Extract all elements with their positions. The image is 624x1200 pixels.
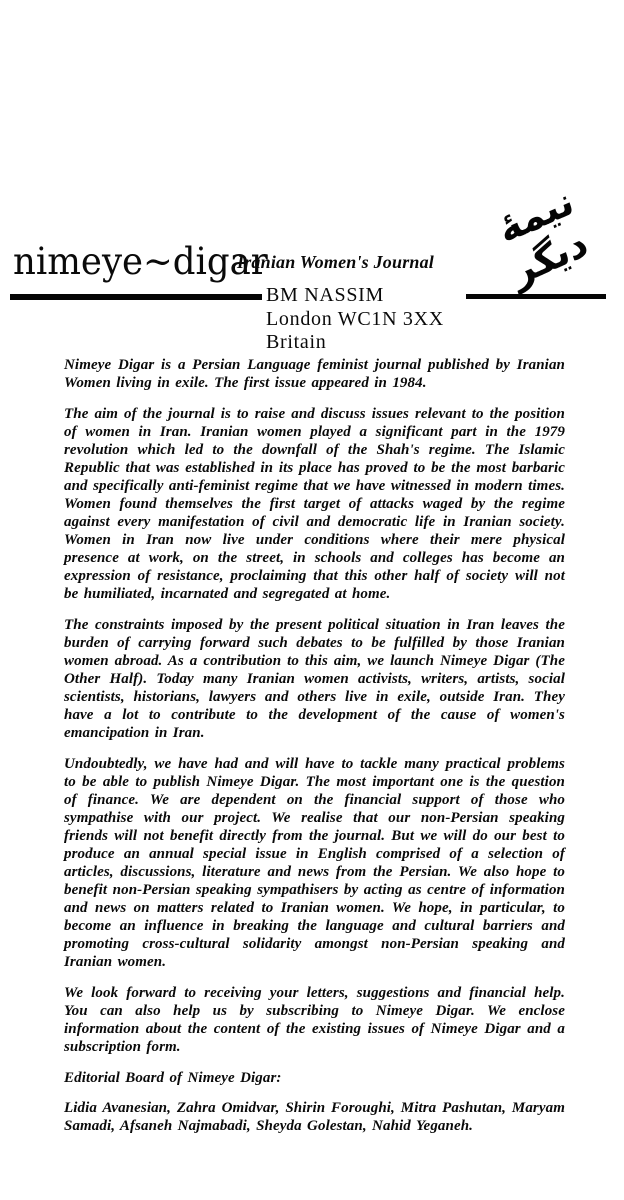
paragraph-subscription: We look forward to receiving your letters, suggestions and financial help. You can also help us by subscribing to Nimeye Digar. We enclose information about the content of the existing issues of Nimeye Digar and a subscription form. (64, 985, 565, 1055)
masthead-rule-right (466, 294, 606, 299)
journal-subtitle: Iranian Women's Journal (237, 252, 435, 272)
paragraph-aim: The aim of the journal is to raise and discuss issues relevant to the position of women in Iran. Iranian women played a significant part in the 1979 revolution which led to the downfall of the Shah's regime. The Islamic Republic that was established in its place has proved to be the most barbaric and specifically anti-feminist regime that we have witnessed in modern times. Women found themselves the first target of attacks waged by the regime against every manifestation of civil and democratic life in Iranian society. Women in Iran now live under conditions where their mere physical presence at work, on the street, in schools and colleges has become an expression of resistance, proclaiming that this other half of society will not be humiliated, incarnated and segregated at home. (64, 406, 565, 602)
masthead-rule-left (10, 294, 262, 300)
paragraph-practical-problems: Undoubtedly, we have had and will have to tackle many practical problems to be able to publish Nimeye Digar. The most important one is the question of finance. We are dependent on the financial support of those who sympathise with our project. We realise that our non-Persian speaking friends will not benefit directly from the journal. But we will do our best to produce an annual special issue in English comprised of a selection of articles, discussions, literature and news from the Persian. We also hope to benefit non-Persian speaking sympathisers by acting as centre of information and news on matters related to Iranian women. We hope, in particular, to become an influence in breaking the language and cultural barriers and promoting cross-cultural solidarity amongst non-Persian speaking and Iranian women. (64, 756, 565, 970)
address-line-org: BM NASSIM (266, 284, 384, 306)
address-block (266, 284, 444, 355)
paragraph-intro: Nimeye Digar is a Persian Language feminist journal published by Iranian Women living in exile. The first issue appeared in 1984. (64, 357, 565, 391)
persian-calligraphy-logo: نیمهٔ دیگر (493, 178, 593, 295)
address-line-city: London WC1N 3XX (266, 307, 444, 330)
paragraph-constraints: The constraints imposed by the present political situation in Iran leaves the burden of carrying forward such debates to be fulfilled by those Iranian women abroad. As a contribution to this aim, we launch Nimeye Digar (The Other Half). Today many Iranian women activists, writers, artists, social scientists, historians, lawyers and others live in exile, outside Iran. They have a lot to contribute to the development of the cause of women's emancipation in Iran. (64, 617, 565, 741)
address-line-country: Britain (266, 331, 327, 353)
body-text (64, 356, 565, 1135)
editorial-board-names: Lidia Avanesian, Zahra Omidvar, Shirin Foroughi, Mitra Pashutan, Maryam Samadi, Afsaneh Najmabadi, Sheyda Golestan, Nahid Yeganeh. (64, 1100, 565, 1134)
journal-logotype: nimeye~digar (13, 240, 268, 283)
editorial-board-heading: Editorial Board of Nimeye Digar: (64, 1070, 282, 1086)
